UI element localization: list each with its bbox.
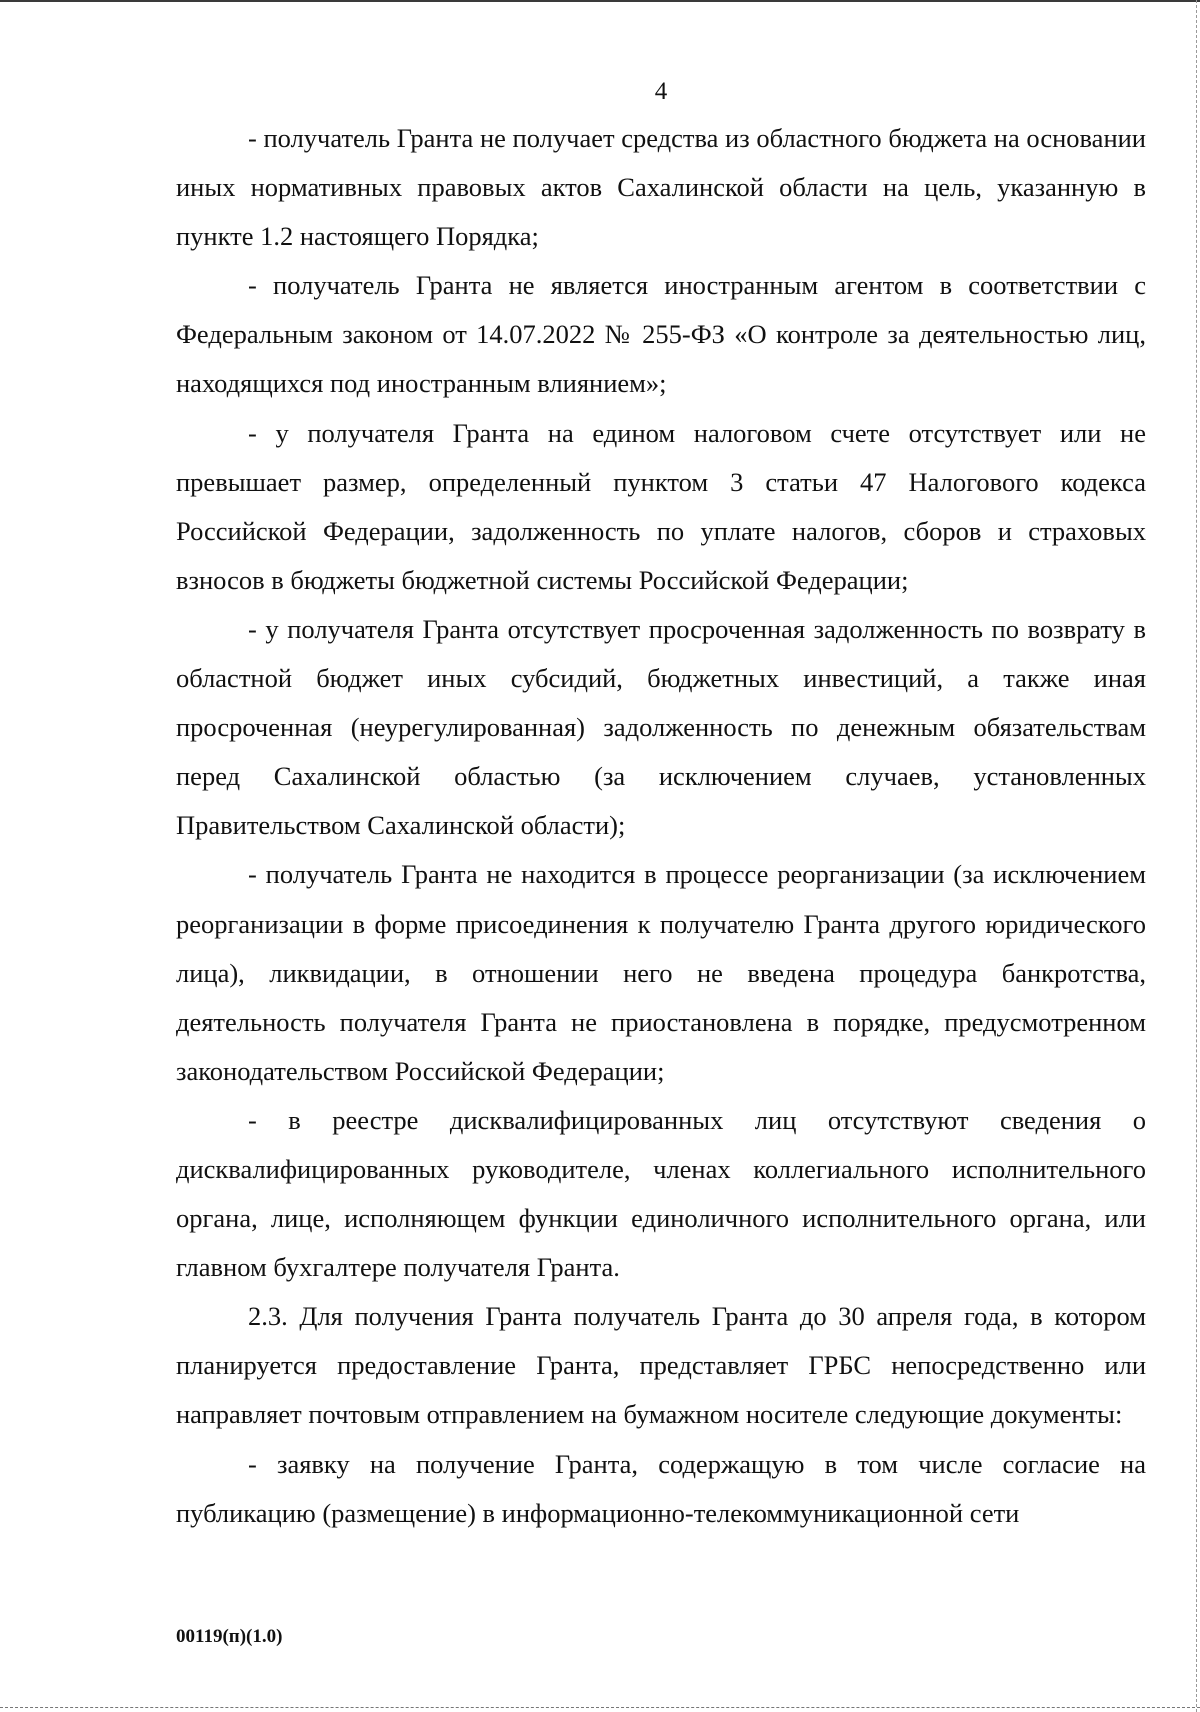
document-code: 00119(п)(1.0) (176, 1626, 283, 1647)
paragraph-no-overdue-debt: - у получателя Гранта отсутствует просроченная задолженность по возврату в областной бюджет иных субсидий, бюджетных инвестиций, а также иная просроченная (неурегулированная) задолженность по денежным обязательствам перед Сахалинской областью (за исключением случаев, установленных Правительством Сахалинской области); (176, 613, 1146, 841)
page-number: 4 (654, 78, 668, 105)
paragraph-no-tax-debt: - у получателя Гранта на едином налоговом счете отсутствует или не превышает размер, определенный пунктом 3 статьи 47 Налогового кодекса Российской Федерации, задолженность по уплате налогов, сборов и страховых взносов в бюджеты бюджетной системы Российской Федерации; (176, 417, 1146, 595)
paragraph-no-disqualified-persons: - в реестре дисквалифицированных лиц отсутствуют сведения о дисквалифицированных руководителе, членах коллегиального исполнительного органа, лице, исполняющем функции единоличного исполнительного органа, или главном бухгалтере получателя Гранта. (176, 1104, 1146, 1283)
scan-edge-bottom (0, 1707, 1200, 1709)
scan-edge-right (1196, 0, 1198, 1712)
paragraph-no-reorganization: - получатель Гранта не находится в процессе реорганизации (за исключением реорганизации в форме присоединения к получателю Гранта другого юридического лица), ликвидации, в отношении него не введена процедура банкротства, деятельность получателя Гранта не приостановлена в порядке, предусмотренном законодательством Российской Федерации; (176, 859, 1146, 1086)
paragraph-no-other-funding: - получатель Гранта не получает средства из областного бюджета на основании иных нормативных правовых актов Сахалинской области на цель, указанную в пункте 1.2 настоящего Порядка; (176, 123, 1146, 252)
paragraph-section-2-3: 2.3. Для получения Гранта получатель Гранта до 30 апреля года, в котором планируется предоставление Гранта, представляет ГРБС непосредственно или направляет почтовым отправлением на бумажном носителе следующие документы: (176, 1301, 1146, 1430)
paragraph-not-foreign-agent: - получатель Гранта не является иностранным агентом в соответствии с Федеральным законом от 14.07.2022 № 255-ФЗ «О контроле за деятельностью лиц, находящихся под иностранным влиянием»; (176, 270, 1146, 399)
document-body (176, 114, 1146, 1538)
scan-edge-top (0, 0, 1200, 2)
paragraph-application: - заявку на получение Гранта, содержащую в том числе согласие на публикацию (размещение) в информационно-телекоммуникационной сети (176, 1448, 1146, 1528)
